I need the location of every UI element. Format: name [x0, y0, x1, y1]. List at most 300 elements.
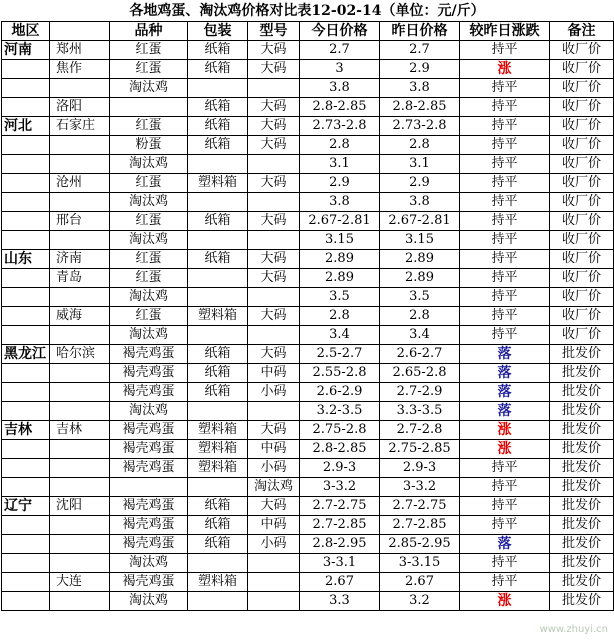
size-cell: 中码	[248, 364, 300, 383]
city-cell: 沈阳	[50, 497, 110, 516]
size-cell: 淘汰鸡	[248, 478, 300, 497]
city-cell: 威海	[50, 307, 110, 326]
table-row	[2, 497, 614, 516]
today-price-cell: 2.9-3	[300, 459, 380, 478]
change-cell: 落	[460, 402, 550, 421]
pack-cell: 纸箱	[188, 41, 248, 60]
table-row	[2, 288, 614, 307]
table-row	[2, 326, 614, 345]
size-cell: 大码	[248, 497, 300, 516]
today-price-cell: 2.8-2.85	[300, 98, 380, 117]
note-cell: 批发价	[550, 516, 614, 535]
pack-cell: 塑料箱	[188, 440, 248, 459]
yesterday-price-cell: 2.6-2.7	[380, 345, 460, 364]
size-cell	[248, 402, 300, 421]
pack-cell: 纸箱	[188, 516, 248, 535]
city-cell: 焦作	[50, 60, 110, 79]
yesterday-price-cell: 2.9	[380, 174, 460, 193]
pack-cell: 纸箱	[188, 497, 248, 516]
change-cell: 涨	[460, 592, 550, 611]
variety-cell: 淘汰鸡	[110, 592, 188, 611]
change-cell: 涨	[460, 421, 550, 440]
size-cell	[248, 231, 300, 250]
today-price-cell: 2.7-2.75	[300, 497, 380, 516]
today-price-cell: 2.5-2.7	[300, 345, 380, 364]
yesterday-price-cell: 3-3.15	[380, 554, 460, 573]
city-cell	[50, 288, 110, 307]
change-cell: 涨	[460, 440, 550, 459]
variety-cell: 褐壳鸡蛋	[110, 573, 188, 592]
city-cell	[50, 535, 110, 554]
table-row	[2, 79, 614, 98]
city-cell	[50, 364, 110, 383]
variety-cell: 红蛋	[110, 212, 188, 231]
table-row	[2, 174, 614, 193]
pack-cell	[188, 288, 248, 307]
size-cell: 大码	[248, 174, 300, 193]
size-cell: 大码	[248, 345, 300, 364]
variety-cell: 褐壳鸡蛋	[110, 440, 188, 459]
today-price-cell: 2.7-2.85	[300, 516, 380, 535]
table-row	[2, 307, 614, 326]
watermark: www.zhuyi.cn	[539, 624, 608, 635]
note-cell: 批发价	[550, 478, 614, 497]
table-row	[2, 535, 614, 554]
note-cell: 批发价	[550, 402, 614, 421]
city-cell: 沧州	[50, 174, 110, 193]
today-price-cell: 3.1	[300, 155, 380, 174]
pack-cell: 纸箱	[188, 136, 248, 155]
variety-cell: 淘汰鸡	[110, 79, 188, 98]
city-cell: 洛阳	[50, 98, 110, 117]
yesterday-price-cell: 2.75-2.85	[380, 440, 460, 459]
city-cell: 石家庄	[50, 117, 110, 136]
pack-cell: 纸箱	[188, 383, 248, 402]
today-price-cell: 2.89	[300, 250, 380, 269]
yesterday-price-cell: 2.8-2.85	[380, 98, 460, 117]
variety-cell: 红蛋	[110, 307, 188, 326]
note-cell: 批发价	[550, 592, 614, 611]
size-cell	[248, 326, 300, 345]
pack-cell	[188, 326, 248, 345]
city-cell	[50, 516, 110, 535]
note-cell: 批发价	[550, 440, 614, 459]
note-cell: 收厂价	[550, 155, 614, 174]
change-cell: 持平	[460, 98, 550, 117]
yesterday-price-cell: 3.5	[380, 288, 460, 307]
province-cell	[2, 402, 50, 421]
change-cell: 落	[460, 383, 550, 402]
province-cell: 辽宁	[2, 497, 50, 516]
table-row	[2, 421, 614, 440]
change-cell: 持平	[460, 174, 550, 193]
province-cell	[2, 136, 50, 155]
city-cell: 邢台	[50, 212, 110, 231]
province-cell	[2, 535, 50, 554]
pack-cell: 塑料箱	[188, 307, 248, 326]
yesterday-price-cell: 2.73-2.8	[380, 117, 460, 136]
province-cell: 山东	[2, 250, 50, 269]
yesterday-price-cell: 2.7-2.8	[380, 421, 460, 440]
change-cell: 落	[460, 345, 550, 364]
today-price-cell: 3-3.2	[300, 478, 380, 497]
today-price-cell: 2.89	[300, 269, 380, 288]
table-row	[2, 440, 614, 459]
yesterday-price-cell: 2.9	[380, 60, 460, 79]
pack-cell	[188, 79, 248, 98]
today-price-cell: 3.8	[300, 79, 380, 98]
pack-cell	[188, 193, 248, 212]
yesterday-price-cell: 2.89	[380, 269, 460, 288]
table-row	[2, 592, 614, 611]
city-cell: 济南	[50, 250, 110, 269]
variety-cell	[110, 478, 188, 497]
header-cell: 品种	[110, 22, 188, 41]
variety-cell: 褐壳鸡蛋	[110, 459, 188, 478]
city-cell	[50, 440, 110, 459]
province-cell: 河北	[2, 117, 50, 136]
province-cell	[2, 212, 50, 231]
variety-cell	[110, 98, 188, 117]
change-cell: 落	[460, 535, 550, 554]
change-cell: 持平	[460, 307, 550, 326]
variety-cell: 褐壳鸡蛋	[110, 497, 188, 516]
variety-cell: 淘汰鸡	[110, 231, 188, 250]
size-cell: 小码	[248, 459, 300, 478]
header-cell: 地区	[2, 22, 50, 41]
today-price-cell: 3	[300, 60, 380, 79]
variety-cell: 红蛋	[110, 41, 188, 60]
note-cell: 收厂价	[550, 60, 614, 79]
yesterday-price-cell: 2.7-2.9	[380, 383, 460, 402]
size-cell: 大码	[248, 136, 300, 155]
variety-cell: 褐壳鸡蛋	[110, 421, 188, 440]
table-row	[2, 345, 614, 364]
note-cell: 批发价	[550, 345, 614, 364]
province-cell	[2, 174, 50, 193]
change-cell: 持平	[460, 193, 550, 212]
size-cell: 大码	[248, 117, 300, 136]
change-cell: 落	[460, 364, 550, 383]
note-cell: 收厂价	[550, 136, 614, 155]
table-row	[2, 459, 614, 478]
note-cell: 收厂价	[550, 231, 614, 250]
province-cell	[2, 60, 50, 79]
city-cell: 郑州	[50, 41, 110, 60]
pack-cell	[188, 231, 248, 250]
variety-cell: 淘汰鸡	[110, 193, 188, 212]
city-cell: 青岛	[50, 269, 110, 288]
size-cell: 小码	[248, 535, 300, 554]
province-cell	[2, 269, 50, 288]
today-price-cell: 2.7	[300, 41, 380, 60]
yesterday-price-cell: 3.15	[380, 231, 460, 250]
province-cell	[2, 98, 50, 117]
city-cell	[50, 231, 110, 250]
today-price-cell: 2.8-2.95	[300, 535, 380, 554]
size-cell: 大码	[248, 269, 300, 288]
size-cell: 大码	[248, 307, 300, 326]
yesterday-price-cell: 2.9-3	[380, 459, 460, 478]
note-cell: 批发价	[550, 364, 614, 383]
note-cell: 批发价	[550, 497, 614, 516]
size-cell: 大码	[248, 250, 300, 269]
yesterday-price-cell: 2.7	[380, 41, 460, 60]
city-cell: 哈尔滨	[50, 345, 110, 364]
today-price-cell: 2.8-2.85	[300, 440, 380, 459]
change-cell: 持平	[460, 573, 550, 592]
note-cell: 收厂价	[550, 307, 614, 326]
table-row	[2, 364, 614, 383]
variety-cell: 褐壳鸡蛋	[110, 364, 188, 383]
change-cell: 持平	[460, 79, 550, 98]
variety-cell: 红蛋	[110, 117, 188, 136]
yesterday-price-cell: 2.67	[380, 573, 460, 592]
province-cell	[2, 573, 50, 592]
today-price-cell: 2.67-2.81	[300, 212, 380, 231]
header-cell: 备注	[550, 22, 614, 41]
variety-cell: 褐壳鸡蛋	[110, 345, 188, 364]
today-price-cell: 3.8	[300, 193, 380, 212]
size-cell: 大码	[248, 98, 300, 117]
size-cell: 大码	[248, 212, 300, 231]
today-price-cell: 3.5	[300, 288, 380, 307]
province-cell: 河南	[2, 41, 50, 60]
variety-cell: 淘汰鸡	[110, 326, 188, 345]
variety-cell: 褐壳鸡蛋	[110, 516, 188, 535]
city-cell	[50, 326, 110, 345]
yesterday-price-cell: 2.65-2.8	[380, 364, 460, 383]
table-row	[2, 269, 614, 288]
table-row	[2, 478, 614, 497]
province-cell	[2, 383, 50, 402]
yesterday-price-cell: 2.8	[380, 136, 460, 155]
table-row	[2, 60, 614, 79]
province-cell	[2, 193, 50, 212]
change-cell: 持平	[460, 41, 550, 60]
province-cell	[2, 155, 50, 174]
table-row	[2, 117, 614, 136]
pack-cell: 纸箱	[188, 364, 248, 383]
size-cell	[248, 554, 300, 573]
table-row	[2, 212, 614, 231]
size-cell	[248, 288, 300, 307]
today-price-cell: 3.4	[300, 326, 380, 345]
table-row	[2, 136, 614, 155]
change-cell: 持平	[460, 212, 550, 231]
note-cell: 收厂价	[550, 269, 614, 288]
yesterday-price-cell: 2.89	[380, 250, 460, 269]
yesterday-price-cell: 2.8	[380, 307, 460, 326]
city-cell: 吉林	[50, 421, 110, 440]
size-cell: 大码	[248, 421, 300, 440]
change-cell: 持平	[460, 136, 550, 155]
yesterday-price-cell: 3.2	[380, 592, 460, 611]
city-cell	[50, 193, 110, 212]
variety-cell: 褐壳鸡蛋	[110, 383, 188, 402]
variety-cell: 褐壳鸡蛋	[110, 535, 188, 554]
header-cell	[50, 22, 110, 41]
pack-cell	[188, 402, 248, 421]
change-cell: 涨	[460, 60, 550, 79]
note-cell: 批发价	[550, 573, 614, 592]
today-price-cell: 2.6-2.9	[300, 383, 380, 402]
yesterday-price-cell: 3.4	[380, 326, 460, 345]
note-cell: 批发价	[550, 383, 614, 402]
note-cell: 收厂价	[550, 193, 614, 212]
yesterday-price-cell: 3.3-3.5	[380, 402, 460, 421]
yesterday-price-cell: 3-3.2	[380, 478, 460, 497]
table-row	[2, 41, 614, 60]
price-table	[1, 21, 614, 611]
city-cell	[50, 136, 110, 155]
size-cell: 中码	[248, 516, 300, 535]
pack-cell: 纸箱	[188, 117, 248, 136]
table-row	[2, 516, 614, 535]
yesterday-price-cell: 2.7-2.85	[380, 516, 460, 535]
city-cell: 大连	[50, 573, 110, 592]
size-cell: 中码	[248, 440, 300, 459]
change-cell: 持平	[460, 478, 550, 497]
yesterday-price-cell: 3.8	[380, 193, 460, 212]
table-row	[2, 250, 614, 269]
change-cell: 持平	[460, 117, 550, 136]
change-cell: 持平	[460, 250, 550, 269]
table-row	[2, 402, 614, 421]
change-cell: 持平	[460, 554, 550, 573]
city-cell	[50, 155, 110, 174]
pack-cell	[188, 155, 248, 174]
header-cell: 包装	[188, 22, 248, 41]
size-cell	[248, 193, 300, 212]
pack-cell: 纸箱	[188, 250, 248, 269]
header-cell: 较昨日涨跌	[460, 22, 550, 41]
change-cell: 持平	[460, 155, 550, 174]
pack-cell: 塑料箱	[188, 421, 248, 440]
city-cell	[50, 383, 110, 402]
pack-cell	[188, 554, 248, 573]
table-header-row	[2, 22, 614, 41]
province-cell	[2, 307, 50, 326]
change-cell: 持平	[460, 459, 550, 478]
city-cell	[50, 478, 110, 497]
table-row	[2, 193, 614, 212]
pack-cell: 塑料箱	[188, 459, 248, 478]
note-cell: 收厂价	[550, 288, 614, 307]
variety-cell: 红蛋	[110, 269, 188, 288]
header-cell: 今日价格	[300, 22, 380, 41]
province-cell: 黑龙江	[2, 345, 50, 364]
header-cell: 型号	[248, 22, 300, 41]
note-cell: 收厂价	[550, 41, 614, 60]
city-cell	[50, 554, 110, 573]
today-price-cell: 3.15	[300, 231, 380, 250]
city-cell	[50, 402, 110, 421]
province-cell: 吉林	[2, 421, 50, 440]
yesterday-price-cell: 2.7-2.75	[380, 497, 460, 516]
pack-cell: 纸箱	[188, 212, 248, 231]
note-cell: 收厂价	[550, 174, 614, 193]
today-price-cell: 2.73-2.8	[300, 117, 380, 136]
today-price-cell: 2.67	[300, 573, 380, 592]
pack-cell: 纸箱	[188, 60, 248, 79]
variety-cell: 粉蛋	[110, 136, 188, 155]
note-cell: 收厂价	[550, 98, 614, 117]
today-price-cell: 3.3	[300, 592, 380, 611]
variety-cell: 红蛋	[110, 174, 188, 193]
page-title: 各地鸡蛋、淘汰鸡价格对比表12-02-14（单位：元/斤）	[129, 3, 485, 19]
today-price-cell: 2.8	[300, 307, 380, 326]
variety-cell: 红蛋	[110, 60, 188, 79]
table-body	[2, 41, 614, 611]
pack-cell	[188, 269, 248, 288]
province-cell	[2, 592, 50, 611]
note-cell: 收厂价	[550, 79, 614, 98]
table-row	[2, 98, 614, 117]
note-cell: 收厂价	[550, 117, 614, 136]
yesterday-price-cell: 2.67-2.81	[380, 212, 460, 231]
table-row	[2, 383, 614, 402]
today-price-cell: 2.75-2.8	[300, 421, 380, 440]
change-cell: 持平	[460, 497, 550, 516]
today-price-cell: 2.9	[300, 174, 380, 193]
yesterday-price-cell: 3.1	[380, 155, 460, 174]
size-cell	[248, 79, 300, 98]
size-cell	[248, 573, 300, 592]
size-cell: 大码	[248, 60, 300, 79]
pack-cell: 纸箱	[188, 535, 248, 554]
city-cell	[50, 79, 110, 98]
today-price-cell: 3.2-3.5	[300, 402, 380, 421]
size-cell	[248, 155, 300, 174]
change-cell: 持平	[460, 288, 550, 307]
province-cell	[2, 231, 50, 250]
pack-cell: 纸箱	[188, 345, 248, 364]
note-cell: 批发价	[550, 459, 614, 478]
province-cell	[2, 554, 50, 573]
table-row	[2, 573, 614, 592]
change-cell: 持平	[460, 326, 550, 345]
province-cell	[2, 440, 50, 459]
province-cell	[2, 459, 50, 478]
note-cell: 批发价	[550, 535, 614, 554]
variety-cell: 红蛋	[110, 250, 188, 269]
table-row	[2, 554, 614, 573]
note-cell: 批发价	[550, 421, 614, 440]
pack-cell: 塑料箱	[188, 174, 248, 193]
header-cell: 昨日价格	[380, 22, 460, 41]
note-cell: 收厂价	[550, 212, 614, 231]
pack-cell	[188, 592, 248, 611]
table-row	[2, 231, 614, 250]
variety-cell: 淘汰鸡	[110, 288, 188, 307]
change-cell: 持平	[460, 269, 550, 288]
change-cell: 持平	[460, 516, 550, 535]
today-price-cell: 2.55-2.8	[300, 364, 380, 383]
size-cell	[248, 592, 300, 611]
note-cell: 收厂价	[550, 250, 614, 269]
yesterday-price-cell: 3.8	[380, 79, 460, 98]
pack-cell: 纸箱	[188, 98, 248, 117]
pack-cell	[188, 478, 248, 497]
note-cell: 批发价	[550, 554, 614, 573]
size-cell: 小码	[248, 383, 300, 402]
province-cell	[2, 79, 50, 98]
variety-cell: 淘汰鸡	[110, 155, 188, 174]
province-cell	[2, 364, 50, 383]
province-cell	[2, 478, 50, 497]
today-price-cell: 2.8	[300, 136, 380, 155]
